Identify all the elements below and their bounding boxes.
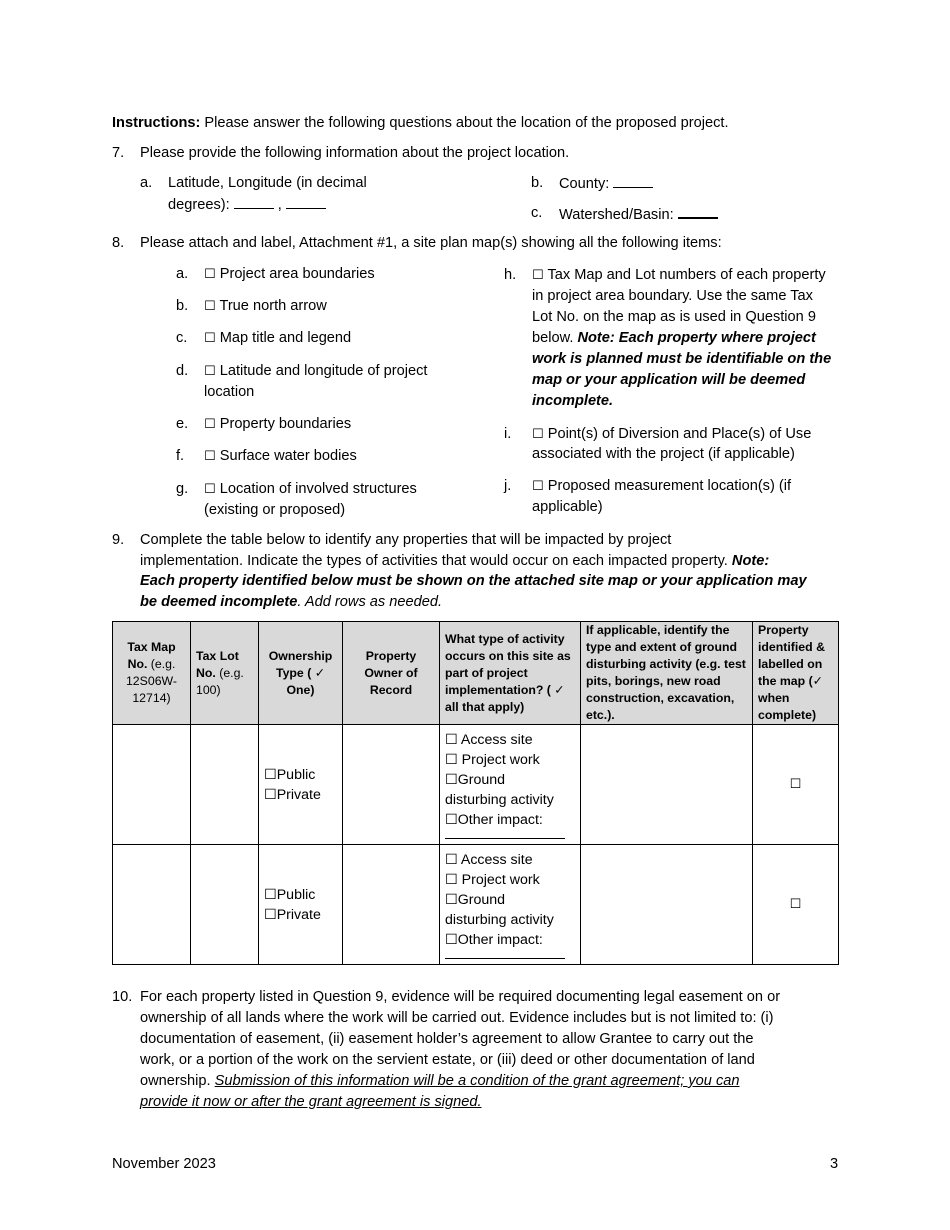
q8d-label-line1: Latitude and longitude of project xyxy=(219,363,428,379)
q7-number: 7. xyxy=(112,145,125,161)
q8-number: 8. xyxy=(112,235,125,251)
q10-line2: ownership of all lands where the work will be carried out. Evidence includes but is not limited to: (i) xyxy=(140,1010,774,1026)
q8h-note4: incomplete. xyxy=(532,393,614,409)
watershed-field[interactable] xyxy=(678,203,718,219)
ground-disturbing-option[interactable]: ☐Ground xyxy=(445,892,506,908)
public-option[interactable]: ☐Public xyxy=(264,886,316,903)
q10-line5b: Submission of this information will be a condition of the grant agreement; you can xyxy=(214,1073,740,1089)
q10-line3: documentation of easement, (ii) easement holder’s agreement to allow Grantee to carry out the xyxy=(140,1031,754,1047)
q8e-letter: e. xyxy=(176,416,189,432)
ownership-cell xyxy=(259,725,343,845)
q8g-label-line2: (existing or proposed) xyxy=(204,502,346,518)
project-work-option[interactable]: ☐ Project work xyxy=(445,752,540,768)
th-property-owner: Property Owner of Record xyxy=(343,622,440,725)
q8i-letter: i. xyxy=(504,426,512,442)
properties-table xyxy=(112,621,839,965)
q7a-comma: , xyxy=(277,197,282,213)
owner-of-record-cell[interactable] xyxy=(343,845,440,965)
q8b-item xyxy=(204,296,327,318)
instructions xyxy=(112,113,729,134)
q8f-label: Surface water bodies xyxy=(219,448,357,464)
q8h-checkbox[interactable]: ☐ xyxy=(532,268,544,283)
q8e-checkbox[interactable]: ☐ xyxy=(204,417,216,432)
q7a-degrees-label: degrees): xyxy=(168,197,230,213)
map-identified-cell xyxy=(753,845,839,965)
q8-text: Please attach and label, Attachment #1, a site plan map(s) showing all the following items: xyxy=(140,235,722,251)
other-impact-line[interactable] xyxy=(445,950,565,959)
q8h-line4 xyxy=(532,328,816,349)
q8e-label: Property boundaries xyxy=(219,416,352,432)
activity-cell xyxy=(440,845,581,965)
q8b-label: True north arrow xyxy=(219,298,327,314)
map-identified-cell xyxy=(753,725,839,845)
q8h-line1: Tax Map and Lot numbers of each property xyxy=(547,267,826,283)
th-tax-map: Tax Map No. (e.g. 12S06W-12714) xyxy=(113,622,191,725)
q7b-letter: b. xyxy=(531,175,544,191)
instructions-text: Please answer the following questions about the location of the proposed project. xyxy=(200,115,729,131)
table-row xyxy=(113,725,839,845)
q7a-line2 xyxy=(168,194,326,216)
q7a-letter: a. xyxy=(140,175,153,191)
q10-line6: provide it now or after the grant agreement is signed. xyxy=(140,1094,482,1110)
th-tax-lot: Tax Lot No. (e.g. 100) xyxy=(191,622,259,725)
q8i-line1: Point(s) of Diversion and Place(s) of Use xyxy=(547,426,812,442)
q8g-label-line1: Location of involved structures xyxy=(219,481,417,497)
q8c-letter: c. xyxy=(176,330,188,346)
q9-note-label: Note: xyxy=(731,553,770,569)
owner-of-record-cell[interactable] xyxy=(343,725,440,845)
q8h-note1: Note: Each property where project xyxy=(577,330,816,346)
project-work-option[interactable]: ☐ Project work xyxy=(445,872,540,888)
public-option[interactable]: ☐Public xyxy=(264,766,316,783)
private-option[interactable]: ☐Private xyxy=(264,786,321,803)
q8a-label: Project area boundaries xyxy=(219,266,375,282)
th-ownership-type: Ownership Type ( ✓ One) xyxy=(259,622,343,725)
q8c-checkbox[interactable]: ☐ xyxy=(204,331,216,346)
q8e-item xyxy=(204,414,351,436)
q8f-letter: f. xyxy=(176,448,185,464)
table-row xyxy=(113,845,839,965)
q10-number: 10. xyxy=(112,989,133,1005)
q8j-letter: j. xyxy=(504,478,512,494)
access-site-option[interactable]: ☐ Access site xyxy=(445,732,533,748)
q7a-line1: Latitude, Longitude (in decimal xyxy=(168,175,367,191)
map-identified-checkbox[interactable]: ☐ xyxy=(789,777,802,792)
longitude-field[interactable] xyxy=(286,194,326,209)
q7-text: Please provide the following information about the project location. xyxy=(140,145,570,161)
private-option[interactable]: ☐Private xyxy=(264,906,321,923)
ground-detail-cell[interactable] xyxy=(581,725,753,845)
activity-cell xyxy=(440,725,581,845)
q8c-label: Map title and legend xyxy=(219,330,352,346)
q8f-checkbox[interactable]: ☐ xyxy=(204,449,216,464)
q8d-item xyxy=(204,361,427,383)
tax-map-cell[interactable] xyxy=(113,725,191,845)
q9-tail: . Add rows as needed. xyxy=(297,594,443,610)
ground-disturbing-text: disturbing activity xyxy=(445,912,554,928)
q10-line1: For each property listed in Question 9, evidence will be required documenting legal easement on or xyxy=(140,989,781,1005)
page-number: 3 xyxy=(830,1156,839,1172)
other-impact-line[interactable] xyxy=(445,830,565,839)
th-ground-disturbing: If applicable, identify the type and extent of ground disturbing activity (e.g. test pits, borings, new road construction, excavation, etc.). xyxy=(581,622,753,725)
q8i-line2: associated with the project (if applicable) xyxy=(532,446,795,462)
ground-disturbing-option[interactable]: ☐Ground xyxy=(445,772,506,788)
table-header-row xyxy=(113,622,839,725)
q8d-checkbox[interactable]: ☐ xyxy=(204,364,216,379)
instructions-label: Instructions: xyxy=(112,115,201,131)
q8h-note2: work is planned must be identifiable on the xyxy=(532,351,832,367)
q9-note-line4: be deemed incomplete xyxy=(140,594,298,610)
q9-number: 9. xyxy=(112,532,125,548)
q8i-item xyxy=(532,424,811,446)
tax-lot-cell[interactable] xyxy=(191,845,259,965)
q7c-watershed-label: Watershed/Basin: xyxy=(559,207,674,223)
q8h-note3: map or your application will be deemed xyxy=(532,372,806,388)
footer-date: November 2023 xyxy=(112,1156,216,1172)
q8h-line2: in project area boundary. Use the same Tax xyxy=(532,288,813,304)
q8a-checkbox[interactable]: ☐ xyxy=(204,267,216,282)
q7b-county-label: County: xyxy=(559,176,610,192)
access-site-option[interactable]: ☐ Access site xyxy=(445,852,533,868)
q7b-row xyxy=(559,173,653,195)
q8g-letter: g. xyxy=(176,481,189,497)
q8h-item xyxy=(532,265,826,287)
q10-line5 xyxy=(140,1071,740,1092)
other-impact-option[interactable]: ☐Other impact: xyxy=(445,812,543,828)
q8j-item xyxy=(532,476,791,498)
q9-line4 xyxy=(140,592,442,613)
q9-line1: Complete the table below to identify any properties that will be impacted by project xyxy=(140,532,672,548)
map-identified-checkbox[interactable]: ☐ xyxy=(789,897,802,912)
q8h-line4-text: below. xyxy=(532,330,574,346)
q8h-letter: h. xyxy=(504,267,517,283)
q8g-item xyxy=(204,479,417,501)
q8a-item xyxy=(204,264,375,286)
q8d-label-line2: location xyxy=(204,384,255,400)
q8j-line1: Proposed measurement location(s) (if xyxy=(547,478,792,494)
q8a-letter: a. xyxy=(176,266,189,282)
ground-detail-cell[interactable] xyxy=(581,845,753,965)
county-field[interactable] xyxy=(613,173,653,188)
q8b-letter: b. xyxy=(176,298,189,314)
th-activity-type: What type of activity occurs on this site as part of project implementation? ( ✓ all that apply) xyxy=(440,622,581,725)
q8j-checkbox[interactable]: ☐ xyxy=(532,479,544,494)
tax-map-cell[interactable] xyxy=(113,845,191,965)
q8f-item xyxy=(204,446,357,468)
q10-line5a: ownership. xyxy=(140,1073,211,1089)
tax-lot-cell[interactable] xyxy=(191,725,259,845)
latitude-field[interactable] xyxy=(234,194,274,209)
q8d-letter: d. xyxy=(176,363,189,379)
q10-line4: work, or a portion of the work on the servient estate, or (iii) deed or other documentation of land xyxy=(140,1052,755,1068)
q8g-checkbox[interactable]: ☐ xyxy=(204,482,216,497)
ground-disturbing-text: disturbing activity xyxy=(445,792,554,808)
q8b-checkbox[interactable]: ☐ xyxy=(204,299,216,314)
q7c-row xyxy=(559,203,718,226)
other-impact-option[interactable]: ☐Other impact: xyxy=(445,932,543,948)
q8i-checkbox[interactable]: ☐ xyxy=(532,427,544,442)
q8j-line2: applicable) xyxy=(532,499,603,515)
q8c-item xyxy=(204,328,351,350)
q8h-line3: Lot No. on the map as is used in Question 9 xyxy=(532,309,816,325)
q9-line2-text: implementation. Indicate the types of activities that would occur on each impacted property. xyxy=(140,553,728,569)
q9-note-line3: Each property identified below must be shown on the attached site map or your application may xyxy=(140,573,807,589)
th-property-identified: Property identified & labelled on the map (✓ when complete) xyxy=(753,622,839,725)
q7c-letter: c. xyxy=(531,205,543,221)
ownership-cell xyxy=(259,845,343,965)
q9-line2 xyxy=(140,551,769,572)
